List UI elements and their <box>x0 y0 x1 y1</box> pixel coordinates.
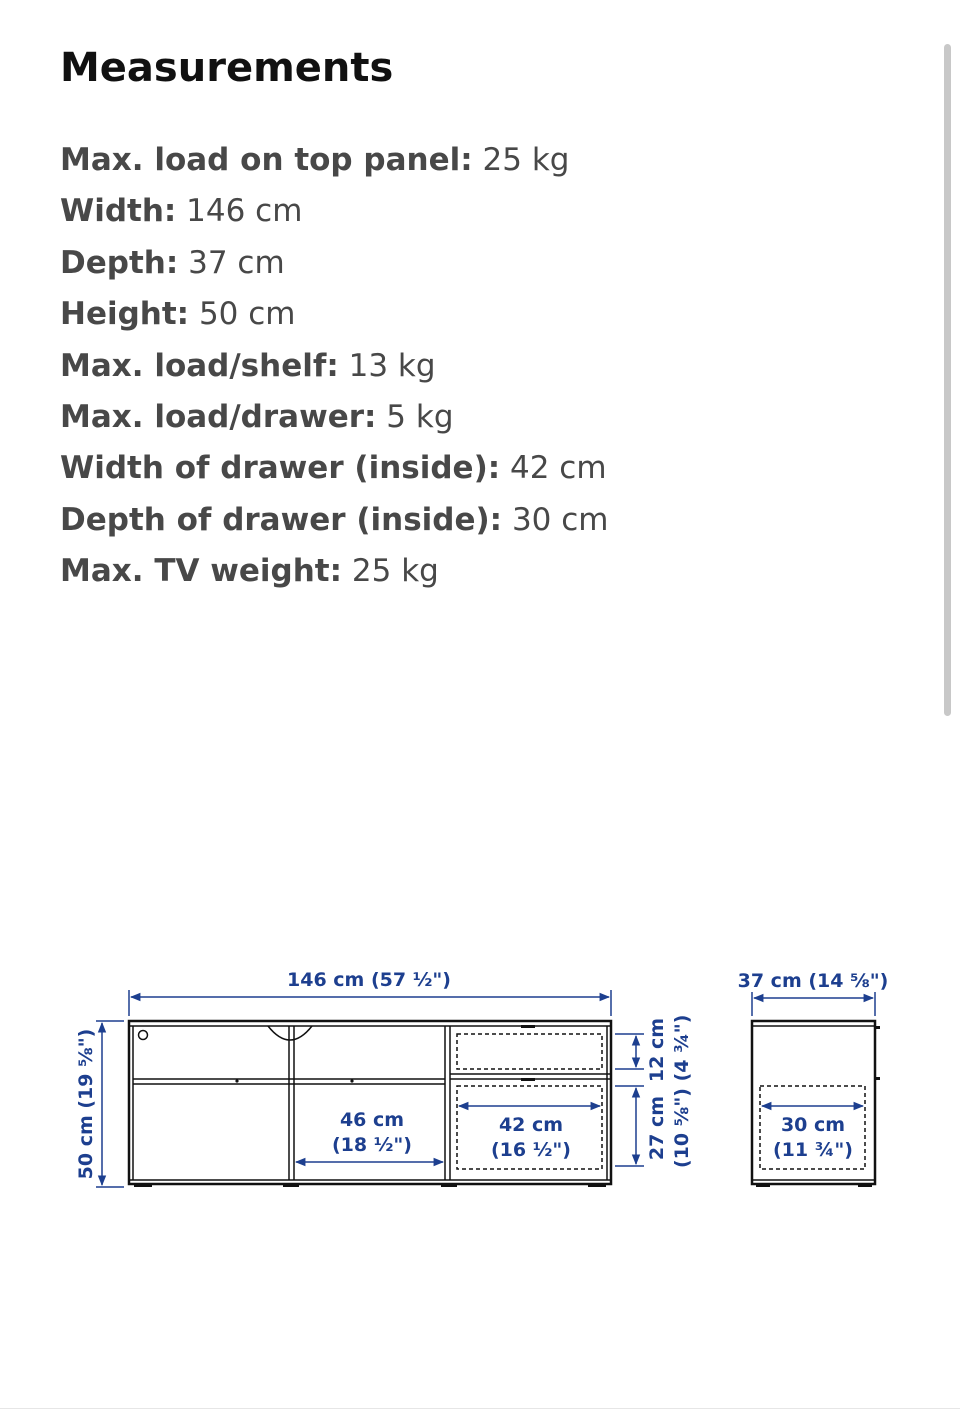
spec-label: Max. TV weight: <box>60 553 343 590</box>
side-handle <box>875 1026 880 1029</box>
spec-label: Max. load/shelf: <box>60 347 339 384</box>
drawer-width-in-label: (16 ½") <box>491 1139 571 1161</box>
side-foot <box>756 1184 770 1187</box>
drawer-top-handle <box>521 1025 535 1028</box>
bottom-drawer-height-label: 27 cm <box>646 1095 668 1161</box>
side-foot <box>858 1184 872 1187</box>
total-depth-label: 37 cm (14 ⅝") <box>737 970 889 992</box>
spec-label: Height: <box>60 296 190 333</box>
foot <box>134 1184 152 1187</box>
total-height-label: 50 cm (19 ⅝") <box>75 1028 97 1180</box>
spec-height <box>60 289 608 340</box>
cable-hole <box>139 1031 148 1040</box>
spec-max-load-shelf <box>60 341 608 392</box>
spec-value: 25 kg <box>482 142 570 178</box>
spec-value: 37 cm <box>188 244 285 281</box>
spec-label: Width: <box>60 193 177 230</box>
total-width-label: 146 cm (57 ½") <box>287 969 451 991</box>
drawer-depth-cm-label: 30 cm <box>780 1114 846 1136</box>
spec-value: 5 kg <box>386 399 454 436</box>
spec-label: Max. load/drawer: <box>60 399 377 436</box>
page-title: Measurements <box>60 45 394 91</box>
shelf-pin <box>235 1079 238 1082</box>
drawer-width-cm-label: 42 cm <box>498 1114 564 1136</box>
shelf-width-cm-label: 46 cm <box>339 1109 405 1131</box>
foot <box>588 1184 606 1187</box>
side-view <box>752 1021 880 1187</box>
spec-drawer-width-inside <box>60 443 608 494</box>
drawer-top-inside-outline <box>457 1034 602 1069</box>
foot <box>441 1184 457 1187</box>
bottom-drawer-height-in-label: (10 ⅝") <box>671 1088 693 1168</box>
cable-outlet <box>268 1026 312 1040</box>
spec-max-load-top-panel <box>60 135 608 186</box>
spec-label: Depth: <box>60 244 179 281</box>
drawer-bottom-handle <box>521 1078 535 1081</box>
spec-value: 25 kg <box>351 553 439 590</box>
spec-value: 13 kg <box>348 347 436 384</box>
foot <box>283 1184 299 1187</box>
side-handle <box>875 1077 880 1080</box>
top-drawer-height-label: 12 cm <box>646 1017 668 1083</box>
spec-value: 146 cm <box>186 193 303 230</box>
spec-label: Width of drawer (inside): <box>60 450 501 487</box>
spec-width <box>60 186 608 237</box>
spec-value: 30 cm <box>511 501 609 538</box>
drawer-depth-in-label: (11 ¾") <box>773 1139 853 1161</box>
spec-label: Max. load on top panel: <box>60 142 473 178</box>
scrollbar-thumb[interactable] <box>944 44 951 716</box>
side-dimensions <box>752 992 875 1106</box>
measurements-list <box>60 135 608 598</box>
bottom-divider <box>0 1408 960 1409</box>
spec-depth <box>60 238 608 289</box>
spec-value: 42 cm <box>510 450 607 487</box>
spec-drawer-depth-inside <box>60 495 608 546</box>
dimension-drawing <box>0 940 960 1220</box>
spec-label: Depth of drawer (inside): <box>60 501 503 538</box>
spec-max-tv-weight <box>60 546 608 597</box>
top-drawer-height-in-label: (4 ¾") <box>671 1014 693 1082</box>
spec-value: 50 cm <box>198 296 296 333</box>
shelf-width-in-label: (18 ½") <box>332 1134 412 1156</box>
spec-max-load-drawer <box>60 392 608 443</box>
shelf-pin <box>350 1079 353 1082</box>
